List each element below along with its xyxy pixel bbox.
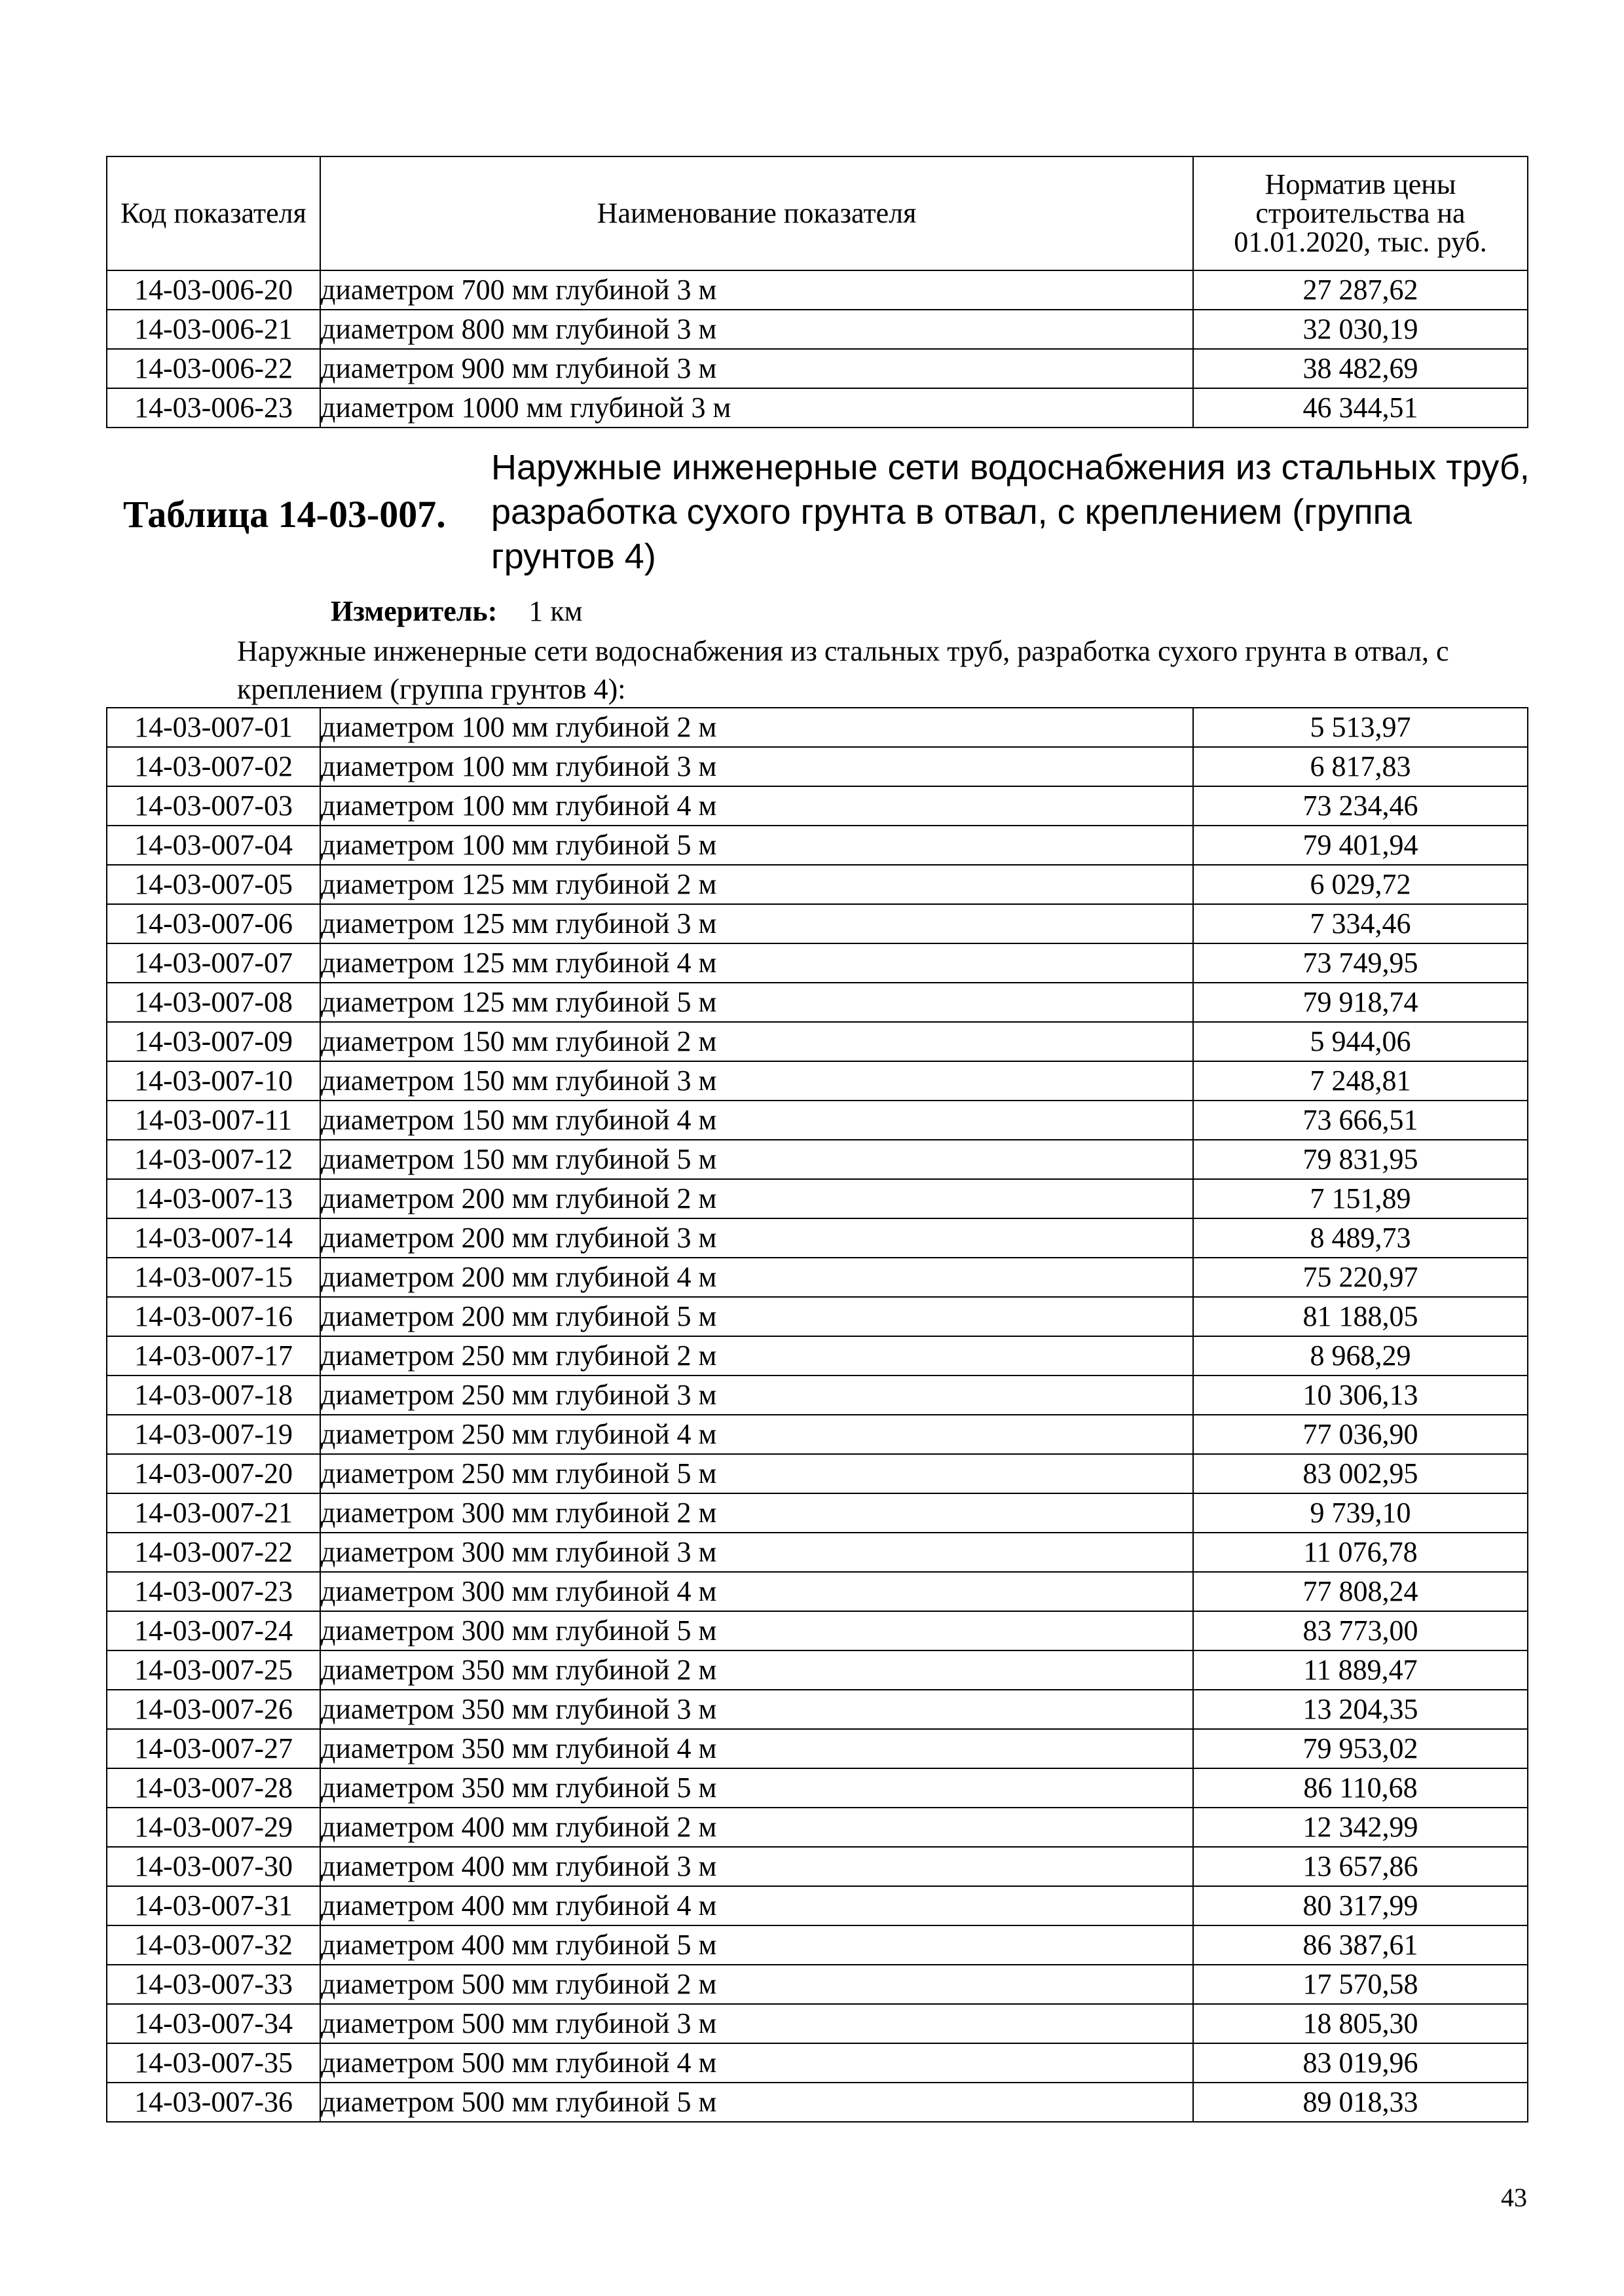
row-price: 11 889,47 <box>1193 1650 1528 1690</box>
table-row <box>107 1022 1528 1061</box>
row-price: 75 220,97 <box>1193 1258 1528 1297</box>
table-title-block <box>106 445 1530 583</box>
row-price: 73 666,51 <box>1193 1101 1528 1140</box>
row-code: 14-03-007-23 <box>107 1572 320 1611</box>
table-row <box>107 1690 1528 1729</box>
row-price: 9 739,10 <box>1193 1493 1528 1533</box>
row-code: 14-03-007-32 <box>107 1925 320 1965</box>
table-row <box>107 904 1528 943</box>
row-name: диаметром 250 мм глубиной 5 м <box>320 1454 1193 1493</box>
row-price: 46 344,51 <box>1193 388 1528 428</box>
table-row <box>107 708 1528 747</box>
row-code: 14-03-006-20 <box>107 270 320 310</box>
table-row <box>107 2043 1528 2083</box>
row-price: 7 334,46 <box>1193 904 1528 943</box>
row-code: 14-03-007-07 <box>107 943 320 983</box>
row-name: диаметром 900 мм глубиной 3 м <box>320 349 1193 388</box>
row-name: диаметром 250 мм глубиной 3 м <box>320 1376 1193 1415</box>
row-code: 14-03-007-01 <box>107 708 320 747</box>
table-row <box>107 1376 1528 1415</box>
row-price: 32 030,19 <box>1193 310 1528 349</box>
row-price: 83 019,96 <box>1193 2043 1528 2083</box>
row-name: диаметром 250 мм глубиной 4 м <box>320 1415 1193 1454</box>
row-code: 14-03-007-08 <box>107 983 320 1022</box>
row-code: 14-03-007-09 <box>107 1022 320 1061</box>
row-price: 89 018,33 <box>1193 2083 1528 2122</box>
row-name: диаметром 500 мм глубиной 3 м <box>320 2004 1193 2043</box>
row-name: диаметром 500 мм глубиной 2 м <box>320 1965 1193 2004</box>
row-code: 14-03-007-12 <box>107 1140 320 1179</box>
row-code: 14-03-007-20 <box>107 1454 320 1493</box>
row-price: 83 773,00 <box>1193 1611 1528 1650</box>
table-row <box>107 1847 1528 1886</box>
row-name: диаметром 125 мм глубиной 4 м <box>320 943 1193 983</box>
row-name: диаметром 800 мм глубиной 3 м <box>320 310 1193 349</box>
row-code: 14-03-007-29 <box>107 1808 320 1847</box>
table-row <box>107 1218 1528 1258</box>
row-price: 12 342,99 <box>1193 1808 1528 1847</box>
table-row <box>107 2004 1528 2043</box>
row-code: 14-03-007-31 <box>107 1886 320 1925</box>
row-price: 79 831,95 <box>1193 1140 1528 1179</box>
row-name: диаметром 200 мм глубиной 3 м <box>320 1218 1193 1258</box>
row-name: диаметром 500 мм глубиной 5 м <box>320 2083 1193 2122</box>
header-price: Норматив цены строительства на 01.01.2020, тыс. руб. <box>1193 156 1528 270</box>
table-title-text: Наружные инженерные сети водоснабжения из стальных труб, разработка сухого грунта в отвал, с креплением (группа грунтов 4) <box>491 448 1530 576</box>
row-price: 8 489,73 <box>1193 1218 1528 1258</box>
table-row <box>107 1336 1528 1376</box>
row-name: диаметром 100 мм глубиной 5 м <box>320 826 1193 865</box>
table-row <box>107 349 1528 388</box>
row-name: диаметром 125 мм глубиной 2 м <box>320 865 1193 904</box>
table-row <box>107 1886 1528 1925</box>
row-price: 83 002,95 <box>1193 1454 1528 1493</box>
row-name: диаметром 400 мм глубиной 2 м <box>320 1808 1193 1847</box>
row-price: 73 749,95 <box>1193 943 1528 983</box>
row-name: диаметром 400 мм глубиной 3 м <box>320 1847 1193 1886</box>
row-name: диаметром 350 мм глубиной 3 м <box>320 1690 1193 1729</box>
table-row <box>107 865 1528 904</box>
row-price: 7 151,89 <box>1193 1179 1528 1218</box>
row-price: 77 808,24 <box>1193 1572 1528 1611</box>
unit-line <box>331 594 583 628</box>
table-header-row <box>107 156 1528 270</box>
row-code: 14-03-007-28 <box>107 1768 320 1808</box>
row-price: 6 817,83 <box>1193 747 1528 786</box>
table-row <box>107 1533 1528 1572</box>
table-row <box>107 270 1528 310</box>
row-code: 14-03-006-22 <box>107 349 320 388</box>
row-price: 7 248,81 <box>1193 1061 1528 1101</box>
table-row <box>107 1140 1528 1179</box>
row-code: 14-03-007-36 <box>107 2083 320 2122</box>
header-code: Код показателя <box>107 156 320 270</box>
row-price: 86 387,61 <box>1193 1925 1528 1965</box>
table-row <box>107 983 1528 1022</box>
table-row <box>107 1415 1528 1454</box>
table-row <box>107 826 1528 865</box>
table-row <box>107 1493 1528 1533</box>
row-price: 79 918,74 <box>1193 983 1528 1022</box>
row-name: диаметром 350 мм глубиной 2 м <box>320 1650 1193 1690</box>
row-code: 14-03-007-02 <box>107 747 320 786</box>
row-code: 14-03-007-06 <box>107 904 320 943</box>
row-code: 14-03-007-27 <box>107 1729 320 1768</box>
continued-price-table <box>106 156 1528 428</box>
row-price: 11 076,78 <box>1193 1533 1528 1572</box>
row-price: 79 401,94 <box>1193 826 1528 865</box>
table-description: Наружные инженерные сети водоснабжения из стальных труб, разработка сухого грунта в отвал, с креплением (группа грунтов 4): <box>237 635 1449 705</box>
table-row <box>107 1965 1528 2004</box>
row-name: диаметром 200 мм глубиной 2 м <box>320 1179 1193 1218</box>
row-price: 77 036,90 <box>1193 1415 1528 1454</box>
row-name: диаметром 400 мм глубиной 5 м <box>320 1925 1193 1965</box>
price-table-14-03-007 <box>106 707 1528 2123</box>
row-name: диаметром 300 мм глубиной 3 м <box>320 1533 1193 1572</box>
table-row <box>107 1061 1528 1101</box>
row-name: диаметром 200 мм глубиной 5 м <box>320 1297 1193 1336</box>
row-price: 79 953,02 <box>1193 1729 1528 1768</box>
row-code: 14-03-006-23 <box>107 388 320 428</box>
row-price: 5 513,97 <box>1193 708 1528 747</box>
row-code: 14-03-007-33 <box>107 1965 320 2004</box>
row-code: 14-03-007-11 <box>107 1101 320 1140</box>
row-code: 14-03-007-14 <box>107 1218 320 1258</box>
row-code: 14-03-007-03 <box>107 786 320 826</box>
row-price: 18 805,30 <box>1193 2004 1528 2043</box>
table-row <box>107 1101 1528 1140</box>
row-name: диаметром 300 мм глубиной 2 м <box>320 1493 1193 1533</box>
row-price: 10 306,13 <box>1193 1376 1528 1415</box>
row-name: диаметром 250 мм глубиной 2 м <box>320 1336 1193 1376</box>
table-row <box>107 1650 1528 1690</box>
table-row <box>107 1925 1528 1965</box>
row-name: диаметром 150 мм глубиной 3 м <box>320 1061 1193 1101</box>
header-name: Наименование показателя <box>320 156 1193 270</box>
row-code: 14-03-007-24 <box>107 1611 320 1650</box>
table-row <box>107 1297 1528 1336</box>
row-price: 17 570,58 <box>1193 1965 1528 2004</box>
row-code: 14-03-007-35 <box>107 2043 320 2083</box>
table-row <box>107 1179 1528 1218</box>
row-name: диаметром 500 мм глубиной 4 м <box>320 2043 1193 2083</box>
row-code: 14-03-006-21 <box>107 310 320 349</box>
row-code: 14-03-007-19 <box>107 1415 320 1454</box>
row-code: 14-03-007-21 <box>107 1493 320 1533</box>
table-row <box>107 1808 1528 1847</box>
row-price: 27 287,62 <box>1193 270 1528 310</box>
table-row <box>107 2083 1528 2122</box>
row-price: 73 234,46 <box>1193 786 1528 826</box>
row-price: 8 968,29 <box>1193 1336 1528 1376</box>
row-code: 14-03-007-16 <box>107 1297 320 1336</box>
row-code: 14-03-007-26 <box>107 1690 320 1729</box>
row-price: 38 482,69 <box>1193 349 1528 388</box>
table-row <box>107 1729 1528 1768</box>
table-title-label: Таблица 14-03-007. <box>123 493 446 536</box>
row-code: 14-03-007-13 <box>107 1179 320 1218</box>
table-row <box>107 388 1528 428</box>
row-code: 14-03-007-22 <box>107 1533 320 1572</box>
row-name: диаметром 100 мм глубиной 2 м <box>320 708 1193 747</box>
row-name: диаметром 350 мм глубиной 4 м <box>320 1729 1193 1768</box>
unit-value: 1 км <box>528 595 583 627</box>
table-row <box>107 310 1528 349</box>
table-row <box>107 1454 1528 1493</box>
row-code: 14-03-007-18 <box>107 1376 320 1415</box>
row-name: диаметром 700 мм глубиной 3 м <box>320 270 1193 310</box>
row-price: 5 944,06 <box>1193 1022 1528 1061</box>
row-name: диаметром 200 мм глубиной 4 м <box>320 1258 1193 1297</box>
row-code: 14-03-007-04 <box>107 826 320 865</box>
row-price: 13 204,35 <box>1193 1690 1528 1729</box>
row-price: 86 110,68 <box>1193 1768 1528 1808</box>
table-row <box>107 747 1528 786</box>
row-code: 14-03-007-10 <box>107 1061 320 1101</box>
row-name: диаметром 125 мм глубиной 3 м <box>320 904 1193 943</box>
unit-label: Измеритель: <box>331 595 498 627</box>
row-price: 80 317,99 <box>1193 1886 1528 1925</box>
row-code: 14-03-007-05 <box>107 865 320 904</box>
table-row <box>107 1611 1528 1650</box>
page-number: 43 <box>1501 2183 1527 2212</box>
row-name: диаметром 150 мм глубиной 2 м <box>320 1022 1193 1061</box>
row-code: 14-03-007-25 <box>107 1650 320 1690</box>
table-row <box>107 786 1528 826</box>
table-row <box>107 1258 1528 1297</box>
table-row <box>107 1768 1528 1808</box>
row-price: 13 657,86 <box>1193 1847 1528 1886</box>
row-name: диаметром 100 мм глубиной 4 м <box>320 786 1193 826</box>
row-name: диаметром 300 мм глубиной 4 м <box>320 1572 1193 1611</box>
row-code: 14-03-007-34 <box>107 2004 320 2043</box>
table-row <box>107 943 1528 983</box>
row-name: диаметром 300 мм глубиной 5 м <box>320 1611 1193 1650</box>
table-row <box>107 1572 1528 1611</box>
row-price: 81 188,05 <box>1193 1297 1528 1336</box>
row-name: диаметром 125 мм глубиной 5 м <box>320 983 1193 1022</box>
row-price: 6 029,72 <box>1193 865 1528 904</box>
row-name: диаметром 1000 мм глубиной 3 м <box>320 388 1193 428</box>
row-name: диаметром 400 мм глубиной 4 м <box>320 1886 1193 1925</box>
row-name: диаметром 150 мм глубиной 4 м <box>320 1101 1193 1140</box>
row-code: 14-03-007-17 <box>107 1336 320 1376</box>
row-name: диаметром 100 мм глубиной 3 м <box>320 747 1193 786</box>
row-name: диаметром 150 мм глубиной 5 м <box>320 1140 1193 1179</box>
row-code: 14-03-007-15 <box>107 1258 320 1297</box>
row-code: 14-03-007-30 <box>107 1847 320 1886</box>
row-name: диаметром 350 мм глубиной 5 м <box>320 1768 1193 1808</box>
